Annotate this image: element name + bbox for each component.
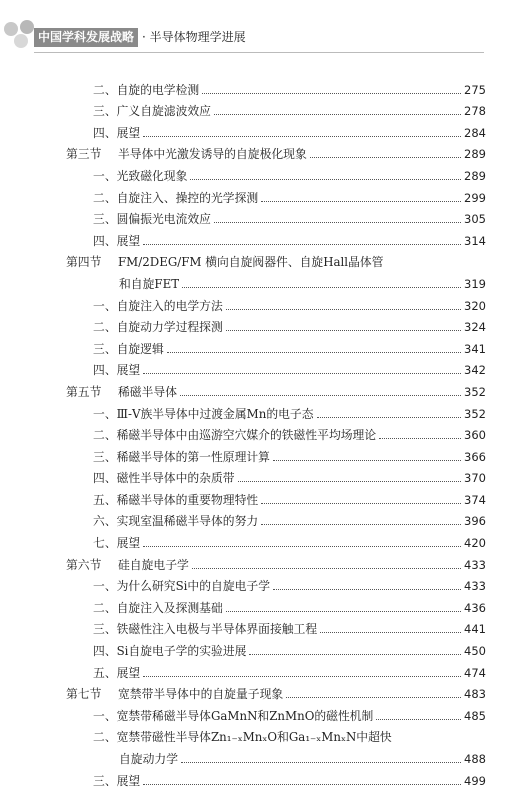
toc-entry-label bbox=[66, 255, 383, 269]
toc-page-number: 441 bbox=[464, 622, 486, 637]
toc-entry bbox=[66, 291, 486, 313]
page-header bbox=[0, 0, 521, 58]
toc-page-number: 305 bbox=[464, 212, 486, 227]
toc-entry bbox=[66, 701, 486, 723]
toc-page-number: 275 bbox=[464, 82, 486, 97]
dot-leader bbox=[261, 502, 461, 504]
toc-entry bbox=[66, 615, 486, 637]
toc-entry-label: 三、广义自旋滤波效应 bbox=[93, 104, 211, 119]
dot-leader bbox=[226, 329, 461, 331]
toc-entry-label: 二、自旋注入及探测基础 bbox=[93, 600, 223, 615]
toc-page-number: 289 bbox=[464, 168, 486, 183]
toc-entry bbox=[66, 226, 486, 248]
toc-entry-label bbox=[66, 687, 283, 701]
toc-entry-label: 二、宽禁带磁性半导体Zn₁₋ₓMnₓO和Ga₁₋ₓMnₓN中超快 bbox=[93, 730, 392, 745]
toc-section-entry bbox=[66, 680, 486, 702]
dot-leader bbox=[167, 351, 461, 353]
toc-entry-label: 三、圆偏振光电流效应 bbox=[93, 212, 211, 227]
toc-section-title: 稀磁半导体 bbox=[118, 384, 177, 399]
toc-section-title: 半导体中光激发诱导的自旋极化现象 bbox=[118, 147, 307, 162]
dot-leader bbox=[261, 523, 461, 525]
toc-entry-label: 二、自旋的电学检测 bbox=[93, 82, 200, 97]
toc-entry-label: 和自旋FET bbox=[119, 276, 180, 291]
toc-page-number: 436 bbox=[464, 600, 486, 615]
toc-entry-label: 二、稀磁半导体中由巡游空穴媒介的铁磁性平均场理论 bbox=[93, 428, 377, 443]
toc-entry-label: 三、自旋逻辑 bbox=[93, 341, 164, 356]
toc-page-number: 485 bbox=[464, 708, 486, 723]
toc-entry bbox=[66, 399, 486, 421]
toc-page-number: 289 bbox=[464, 147, 486, 162]
toc-entry bbox=[66, 161, 486, 183]
toc-entry-label: 五、稀磁半导体的重要物理特性 bbox=[93, 492, 259, 507]
dot-leader bbox=[214, 113, 461, 115]
dot-leader bbox=[214, 221, 461, 223]
dot-leader bbox=[192, 567, 461, 569]
dot-leader bbox=[317, 416, 462, 418]
dot-leader bbox=[226, 308, 461, 310]
toc-entry-label: 二、自旋动力学过程探测 bbox=[93, 320, 223, 335]
toc-entry bbox=[66, 464, 486, 486]
toc-entry-label: 自旋动力学 bbox=[119, 752, 178, 766]
dot-leader bbox=[143, 675, 461, 677]
dot-leader bbox=[202, 92, 461, 94]
dot-leader bbox=[190, 178, 461, 180]
table-of-contents bbox=[66, 75, 486, 788]
dot-leader bbox=[320, 631, 461, 633]
toc-page-number: 352 bbox=[464, 406, 486, 421]
toc-section-title: 硅自旋电子学 bbox=[118, 557, 189, 572]
toc-page-number: 360 bbox=[464, 428, 486, 443]
toc-section-number: 第四节 bbox=[66, 255, 102, 270]
toc-page-number: 352 bbox=[464, 384, 486, 399]
toc-page-number: 483 bbox=[464, 687, 486, 702]
toc-entry-label: 七、展望 bbox=[93, 536, 141, 551]
hexagon-decoration-icon bbox=[14, 34, 28, 48]
header-rule bbox=[34, 52, 484, 53]
toc-entry-label: 四、磁性半导体中的杂质带 bbox=[93, 471, 235, 486]
hexagon-decoration-icon bbox=[4, 22, 18, 36]
toc-entry-label: 一、为什么研究Si中的自旋电子学 bbox=[93, 579, 271, 594]
toc-section-number: 第七节 bbox=[66, 687, 102, 702]
dot-leader bbox=[143, 243, 461, 245]
dot-leader bbox=[376, 718, 461, 720]
toc-page-number: 319 bbox=[464, 276, 486, 291]
toc-entry-label bbox=[66, 147, 307, 161]
toc-entry bbox=[66, 528, 486, 550]
dot-leader bbox=[143, 135, 461, 137]
toc-entry-label: 一、Ⅲ-Ⅴ族半导体中过渡金属Mn的电子态 bbox=[93, 406, 314, 421]
toc-entry bbox=[66, 507, 486, 529]
dot-leader bbox=[180, 394, 461, 396]
toc-entry bbox=[66, 723, 486, 745]
toc-entry bbox=[66, 421, 486, 443]
toc-entry-label bbox=[66, 385, 177, 399]
toc-section-entry bbox=[66, 550, 486, 572]
toc-section-number: 第三节 bbox=[66, 147, 102, 162]
toc-entry bbox=[66, 593, 486, 615]
toc-page-number: 284 bbox=[464, 125, 486, 140]
dot-leader bbox=[226, 610, 461, 612]
toc-entry bbox=[66, 744, 486, 766]
toc-section-entry bbox=[66, 140, 486, 162]
toc-entry bbox=[66, 485, 486, 507]
toc-entry bbox=[66, 205, 486, 227]
toc-entry-label: 五、展望 bbox=[93, 665, 141, 680]
toc-page-number: 488 bbox=[464, 752, 486, 766]
toc-page-number: 370 bbox=[464, 471, 486, 486]
toc-entry bbox=[66, 356, 486, 378]
toc-entry bbox=[66, 313, 486, 335]
toc-page-number: 366 bbox=[464, 449, 486, 464]
dot-leader bbox=[143, 545, 461, 547]
toc-section-entry bbox=[66, 377, 486, 399]
toc-page-number: 341 bbox=[464, 341, 486, 356]
toc-page-number: 396 bbox=[464, 514, 486, 529]
dot-leader bbox=[182, 286, 461, 288]
dot-leader bbox=[273, 588, 461, 590]
dot-leader bbox=[379, 437, 461, 439]
toc-page-number: 450 bbox=[464, 644, 486, 659]
toc-entry-label: 四、Si自旋电子学的实验进展 bbox=[93, 644, 247, 659]
toc-entry bbox=[66, 118, 486, 140]
toc-entry-label: 四、展望 bbox=[93, 233, 141, 248]
toc-section-number: 第六节 bbox=[66, 557, 102, 572]
toc-page-number: 299 bbox=[464, 190, 486, 205]
dot-leader bbox=[143, 783, 461, 785]
hexagon-decoration-icon bbox=[20, 20, 34, 34]
toc-page-number: 320 bbox=[464, 298, 486, 313]
toc-page-number: 499 bbox=[464, 773, 486, 788]
toc-section-title: 宽禁带半导体中的自旋量子现象 bbox=[118, 687, 284, 702]
toc-section-entry bbox=[66, 248, 486, 270]
dot-leader bbox=[273, 459, 461, 461]
toc-entry bbox=[66, 572, 486, 594]
book-title: · 半导体物理学进展 bbox=[142, 30, 246, 44]
toc-entry-label: 一、光致磁化现象 bbox=[93, 168, 188, 183]
toc-entry bbox=[66, 442, 486, 464]
toc-section-title: FM/2DEG/FM 横向自旋阀器件、自旋Hall晶体管 bbox=[118, 255, 384, 270]
toc-entry bbox=[66, 766, 486, 788]
dot-leader bbox=[143, 372, 461, 374]
toc-entry-label: 六、实现室温稀磁半导体的努力 bbox=[93, 514, 259, 529]
toc-entry-label: 三、展望 bbox=[93, 773, 141, 788]
toc-entry-label: 四、展望 bbox=[93, 363, 141, 378]
dot-leader bbox=[310, 156, 461, 158]
dot-leader bbox=[181, 761, 461, 763]
toc-entry bbox=[66, 658, 486, 680]
dot-leader bbox=[286, 696, 461, 698]
dot-leader bbox=[261, 200, 461, 202]
toc-entry bbox=[66, 636, 486, 658]
series-banner: 中国学科发展战略 bbox=[34, 28, 138, 47]
toc-entry-label: 一、宽禁带稀磁半导体GaMnN和ZnMnO的磁性机制 bbox=[93, 708, 374, 723]
dot-leader bbox=[238, 480, 461, 482]
toc-page-number: 420 bbox=[464, 536, 486, 551]
toc-entry-label: 三、铁磁性注入电极与半导体界面接触工程 bbox=[93, 622, 318, 637]
toc-page-number: 433 bbox=[464, 557, 486, 572]
toc-entry-label: 一、自旋注入的电学方法 bbox=[93, 298, 223, 313]
toc-page-number: 474 bbox=[464, 665, 486, 680]
toc-page-number: 374 bbox=[464, 492, 486, 507]
toc-page-number: 342 bbox=[464, 363, 486, 378]
toc-entry-label: 三、稀磁半导体的第一性原理计算 bbox=[93, 449, 270, 464]
toc-entry bbox=[66, 75, 486, 97]
toc-section-number: 第五节 bbox=[66, 384, 102, 399]
toc-page-number: 433 bbox=[464, 579, 486, 594]
toc-page-number: 324 bbox=[464, 320, 486, 335]
toc-entry bbox=[66, 183, 486, 205]
toc-entry bbox=[66, 269, 486, 291]
toc-page-number: 278 bbox=[464, 104, 486, 119]
toc-entry-label: 二、自旋注入、操控的光学探测 bbox=[93, 190, 259, 205]
toc-entry-label: 四、展望 bbox=[93, 125, 141, 140]
dot-leader bbox=[249, 653, 461, 655]
toc-entry bbox=[66, 97, 486, 119]
toc-entry-label bbox=[66, 558, 189, 572]
toc-entry bbox=[66, 334, 486, 356]
toc-page-number: 314 bbox=[464, 233, 486, 248]
